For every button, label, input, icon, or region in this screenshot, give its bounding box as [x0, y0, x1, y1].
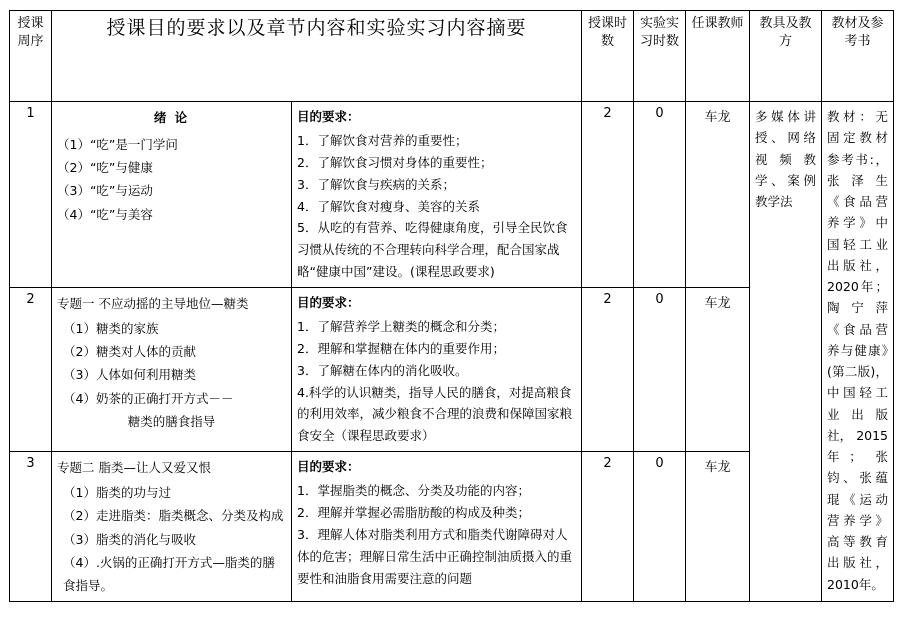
cell-week-1: 1	[10, 102, 52, 288]
table-body	[10, 102, 894, 602]
topic-line: （1）糖类的家族	[63, 321, 159, 337]
topic-line: （3）人体如何利用糖类	[63, 367, 196, 383]
topic-line: （2）糖类对人体的贡献	[63, 344, 196, 360]
requirement-line: 3．理解人体对脂类利用方式和脂类代谢障碍对人体的危害；理解日常生活中正确控制油质摄入的重要性和油脂食用需要注意的问题	[297, 526, 573, 586]
topic-title-3: 专题二 脂类—让人又爱又恨	[57, 460, 211, 476]
topic-line: （4）“吃”与美容	[57, 206, 153, 222]
header-week: 授课周序	[10, 11, 52, 102]
table-header	[10, 11, 894, 102]
cell-requirements-2	[292, 288, 582, 452]
cell-requirements-1	[292, 102, 582, 288]
cell-hours-1: 2	[582, 102, 634, 288]
cell-requirements-3	[292, 452, 582, 602]
header-books: 教材及参考书	[822, 11, 894, 102]
cell-week-2: 2	[10, 288, 52, 452]
requirement-head: 目的要求：	[297, 295, 360, 310]
topic-line: （4）.火锅的正确打开方式—脂类的膳食指导。	[63, 554, 275, 593]
requirement-head: 目的要求：	[297, 459, 360, 475]
topic-line: 糖类的膳食指导	[127, 413, 216, 429]
cell-lab-hours-2: 0	[634, 288, 686, 452]
topic-line: （2）走进脂类：脂类概念、分类及构成	[63, 508, 284, 524]
requirement-line: 2．了解饮食习惯对身体的重要性；	[297, 154, 493, 170]
header-hours: 授课时数	[582, 11, 634, 102]
header-tools: 教具及教方	[750, 11, 822, 102]
cell-content-2	[52, 288, 292, 452]
requirement-line: 5．从吃的有营养、吃得健康角度，引导全民饮食习惯从传统的不合理转向科学合理，配合国家战略“健康中国”建设。(课程思政要求)	[297, 220, 568, 280]
topic-title-1: 绪 论	[153, 110, 190, 125]
header-teacher: 任课教师	[686, 11, 750, 102]
requirement-line: 4.科学的认识糖类，指导人民的膳食，对提高粮食的利用效率，减少粮食不合理的浪费和保障国家粮食安全（课程思政要求）	[297, 384, 573, 444]
cell-teacher-1: 车龙	[686, 102, 750, 288]
requirement-line: 3．了解糖在体内的消化吸收。	[297, 362, 468, 378]
requirement-line: 3．了解饮食与疾病的关系；	[297, 176, 455, 192]
requirement-line: 4．了解饮食对瘦身、美容的关系	[297, 198, 480, 214]
cell-teacher-2: 车龙	[686, 288, 750, 452]
requirement-line: 1．了解营养学上糖类的概念和分类；	[297, 318, 505, 334]
table-row	[10, 102, 894, 288]
cell-books: 教材：无固定教材参考书:，张泽生《食品营养学》中国轻工业出版社，2020年；陶宁萍《食品营养与健康》(第二版)，中国轻工业出版社， 2015年； 张钧、张蕴琨《运动营养学》高等教育出版社，2010年。	[822, 102, 894, 602]
cell-hours-2: 2	[582, 288, 634, 452]
requirement-line: 1．掌握脂类的概念、分类及功能的内容；	[297, 483, 530, 498]
header-row	[10, 11, 894, 102]
cell-content-1	[52, 102, 292, 288]
cell-lab-hours-1: 0	[634, 102, 686, 288]
header-content: 授课目的要求以及章节内容和实验实习内容摘要	[52, 11, 582, 102]
topic-line: （2）“吃”与健康	[57, 160, 153, 176]
cell-tools: 多媒体讲授、网络视频教学、案例教学法	[750, 102, 822, 602]
topic-line: （3）“吃”与运动	[57, 183, 153, 199]
requirement-line: 2．理解和掌握糖在体内的重要作用；	[297, 340, 505, 356]
cell-hours-3: 2	[582, 452, 634, 602]
requirement-line: 2．理解并掌握必需脂肪酸的构成及种类；	[297, 504, 530, 520]
cell-content-3	[52, 452, 292, 602]
requirement-line: 1．了解饮食对营养的重要性；	[297, 132, 468, 148]
topic-line: （4）奶茶的正确打开方式－－	[63, 390, 234, 406]
topic-line: （1）脂类的功与过	[63, 485, 171, 501]
requirement-head: 目的要求：	[297, 109, 360, 124]
topic-line: （1）“吃”是一门学问	[57, 137, 178, 153]
syllabus-table	[9, 10, 894, 602]
cell-week-3: 3	[10, 452, 52, 602]
header-lab-hours: 实验实习时数	[634, 11, 686, 102]
cell-teacher-3: 车龙	[686, 452, 750, 602]
topic-title-2: 专题一 不应动摇的主导地位—糖类	[57, 296, 249, 311]
topic-line: （3）脂类的消化与吸收	[63, 531, 196, 547]
cell-lab-hours-3: 0	[634, 452, 686, 602]
